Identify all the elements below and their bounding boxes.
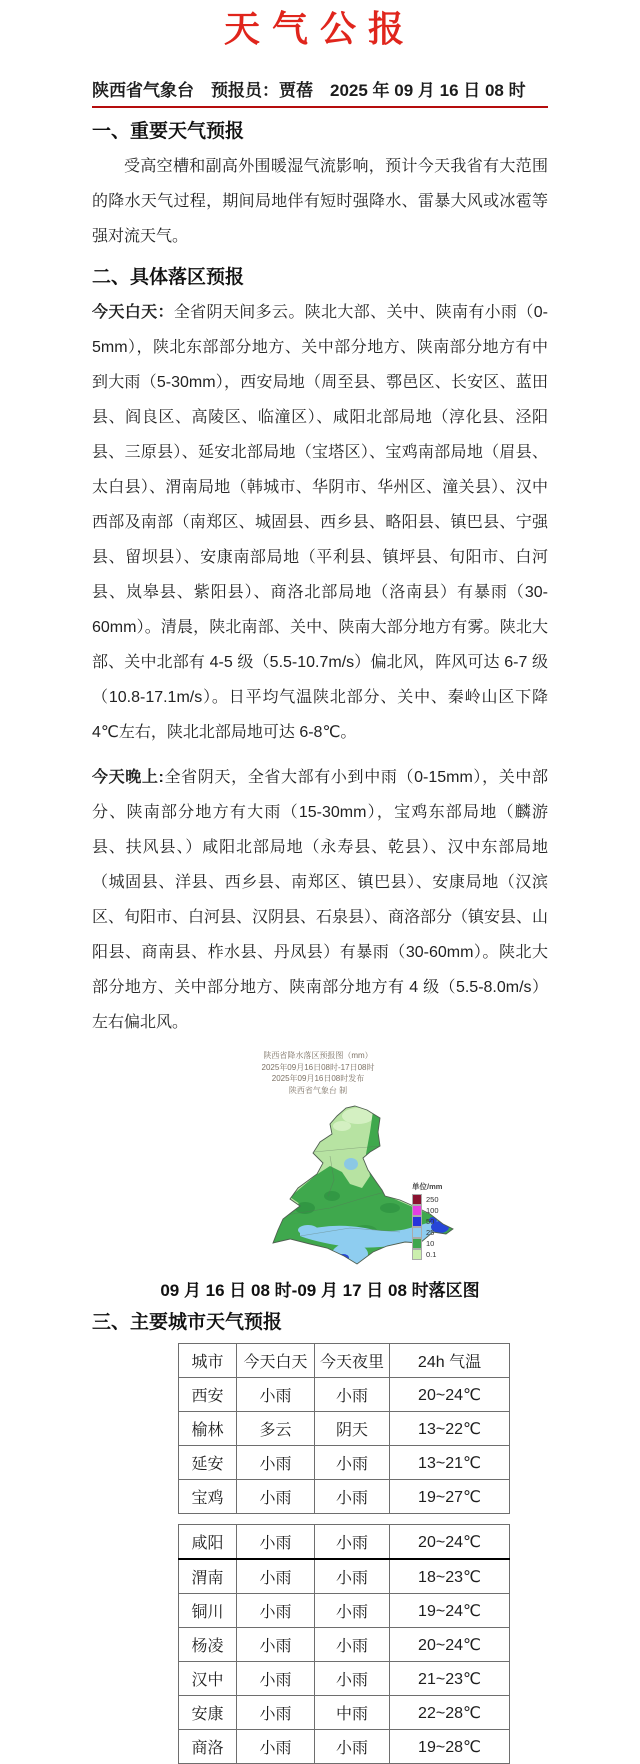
- night-text: 全省阴天，全省大部有小到中雨（0-15mm），关中部分、陕南部分地方有大雨（15-30mm），宝鸡东部局地（麟游县、扶风县、）咸阳北部局地（永寿县、乾县）、汉中东部局地（城固县、洋县、西乡县、南郑区、镇巴县）、安康局地（汉滨区、旬阳市、白河县、汉阴县、石泉县）、商洛部分（镇安县、山阳县、商南县、柞水县、丹凤县）有暴雨（30-60mm）。陕北大部分地方、关中部分地方、陕南部分地方有 4 级（5.5-8.0m/s）左右偏北风。: [92, 769, 549, 1031]
- table-cell: 小雨: [237, 1559, 315, 1594]
- table-cell: 小雨: [237, 1594, 315, 1628]
- shaanxi-precip-map: [270, 1096, 480, 1271]
- map-title-line2: 2025年09月16日08时-17日08时: [261, 1062, 375, 1072]
- table-row: [179, 1378, 510, 1412]
- map-caption: 09 月 16 日 08 时-09 月 17 日 08 时落区图: [160, 1281, 480, 1300]
- table-header-cell: 今天夜里: [315, 1344, 390, 1378]
- table-cell: 小雨: [237, 1696, 315, 1730]
- section3-heading: 三、主要城市天气预报: [92, 1312, 283, 1333]
- section2-night-paragraph: [92, 760, 548, 1040]
- table-cell: 19~27℃: [390, 1480, 510, 1514]
- table-cell: 小雨: [315, 1559, 390, 1594]
- table-cell: 20~24℃: [390, 1525, 510, 1560]
- table-cell: 20~24℃: [390, 1378, 510, 1412]
- legend-swatch: [412, 1205, 422, 1216]
- table-cell: 小雨: [237, 1480, 315, 1514]
- table-cell: 铜川: [179, 1594, 237, 1628]
- table-cell: 榆林: [179, 1412, 237, 1446]
- legend-item: [412, 1227, 442, 1238]
- table-cell: 19~28℃: [390, 1730, 510, 1764]
- table-cell: 13~22℃: [390, 1412, 510, 1446]
- table-cell: 小雨: [315, 1446, 390, 1480]
- table-cell: 咸阳: [179, 1525, 237, 1560]
- table-cell: 小雨: [315, 1525, 390, 1560]
- city-weather-table-top: [178, 1343, 510, 1514]
- table-cell: 小雨: [237, 1525, 315, 1560]
- table-cell: 延安: [179, 1446, 237, 1480]
- legend-item: [412, 1205, 442, 1216]
- table-row: [179, 1559, 510, 1594]
- legend-swatch: [412, 1216, 422, 1227]
- table-row: [179, 1480, 510, 1514]
- table-cell: 小雨: [315, 1628, 390, 1662]
- table-cell: 小雨: [237, 1446, 315, 1480]
- table-header-row: [179, 1344, 510, 1378]
- table-cell: 西安: [179, 1378, 237, 1412]
- section2-day-paragraph: [92, 295, 548, 750]
- table-cell: 多云: [237, 1412, 315, 1446]
- table-cell: 小雨: [315, 1378, 390, 1412]
- section1-paragraph: 受高空槽和副高外围暖湿气流影响，预计今天我省有大范围的降水天气过程，期间局地伴有短时强降水、雷暴大风或冰雹等强对流天气。: [92, 158, 548, 245]
- table-cell: 13~21℃: [390, 1446, 510, 1480]
- table-cell: 19~24℃: [390, 1594, 510, 1628]
- bulletin-meta-line: 陕西省气象台 预报员：贾蓓 2025 年 09 月 16 日 08 时: [92, 76, 548, 108]
- table-cell: 阴天: [315, 1412, 390, 1446]
- table-cell: 中雨: [315, 1696, 390, 1730]
- table-cell: 小雨: [237, 1628, 315, 1662]
- table-row: [179, 1628, 510, 1662]
- map-title-line1: 陕西省降水落区预报图（mm）: [263, 1051, 373, 1060]
- day-text: 全省阴天间多云。陕北大部、关中、陕南有小雨（0-5mm），陕北东部部分地方、关中部分地方、陕南部分地方有中到大雨（5-30mm），西安局地（周至县、鄠邑区、长安区、蓝田县、阎良区、高陵区、临潼区）、咸阳北部局地（淳化县、泾阳县、三原县）、延安北部局地（宝塔区）、宝鸡南部局地（眉县、太白县）、渭南局地（韩城市、华阴市、华州区、潼关县）、汉中西部及南部（南郑区、城固县、西乡县、略阳县、镇巴县、宁强县、留坝县）、安康南部局地（平利县、镇坪县、旬阳市、白河县、岚皋县、紫阳县）、商洛北部局地（洛南县）有暴雨（30-60mm）。清晨，陕北南部、关中、陕南大部分地方有雾。陕北大部、关中北部有 4-5 级（5.5-10.7m/s）偏北风，阵风可达 6-7 级（10.8-17.1m/s）。日平均气温陕北部分、关中、秦岭山区下降 4℃左右，陕北北部局地可达 6-8℃。: [92, 304, 548, 741]
- table-row: [179, 1594, 510, 1628]
- section2-heading: 二、具体落区预报: [92, 267, 245, 288]
- legend-swatch: [412, 1249, 422, 1260]
- table-row: [179, 1525, 510, 1560]
- table-cell: 小雨: [315, 1730, 390, 1764]
- table-cell: 小雨: [237, 1378, 315, 1412]
- table-cell: 宝鸡: [179, 1480, 237, 1514]
- map-title-line3: 2025年09月16日08时发布: [271, 1074, 365, 1083]
- legend-swatch: [412, 1227, 422, 1238]
- table-cell: 汉中: [179, 1662, 237, 1696]
- night-lead: 今天晚上:: [92, 769, 164, 786]
- section1-heading: 一、重要天气预报: [92, 121, 245, 142]
- table-cell: 小雨: [315, 1662, 390, 1696]
- table-cell: 小雨: [315, 1480, 390, 1514]
- table-row: [179, 1662, 510, 1696]
- map-title-line4: 陕西省气象台 制: [288, 1085, 348, 1095]
- table-cell: 渭南: [179, 1559, 237, 1594]
- table-gap: [92, 1514, 548, 1524]
- precip-map-figure: [92, 1048, 548, 1273]
- table-cell: 小雨: [237, 1662, 315, 1696]
- table-header-cell: 今天白天: [237, 1344, 315, 1378]
- table-cell: 18~23℃: [390, 1559, 510, 1594]
- legend-item: [412, 1249, 442, 1260]
- table-row: [179, 1730, 510, 1764]
- table-cell: 21~23℃: [390, 1662, 510, 1696]
- legend-item: [412, 1238, 442, 1249]
- legend-item: [412, 1194, 442, 1205]
- legend-item: [412, 1216, 442, 1227]
- table-header-cell: 24h 气温: [390, 1344, 510, 1378]
- table-header-cell: 城市: [179, 1344, 237, 1378]
- weather-bulletin-page: [0, 6, 640, 1757]
- table-cell: 安康: [179, 1696, 237, 1730]
- table-cell: 20~24℃: [390, 1628, 510, 1662]
- table-cell: 商洛: [179, 1730, 237, 1764]
- legend-label: 100: [426, 1206, 439, 1215]
- legend-swatch: [412, 1238, 422, 1249]
- table-row: [179, 1446, 510, 1480]
- table-cell: 杨凌: [179, 1628, 237, 1662]
- day-lead: 今天白天：: [92, 304, 174, 321]
- legend-label: 25: [426, 1228, 435, 1237]
- legend-label: 10: [426, 1239, 435, 1248]
- table-cell: 小雨: [237, 1730, 315, 1764]
- legend-title: 单位/mm: [412, 1182, 443, 1191]
- table-row: [179, 1412, 510, 1446]
- legend-swatch: [412, 1194, 422, 1205]
- legend-items: [412, 1194, 442, 1260]
- table-row: [179, 1696, 510, 1730]
- map-legend: [412, 1181, 442, 1260]
- city-weather-table-bottom: [178, 1524, 510, 1764]
- map-title-block: [212, 1050, 424, 1096]
- legend-label: 50: [426, 1217, 435, 1226]
- page-title: 天气公报: [223, 8, 416, 49]
- legend-label: 250: [426, 1195, 439, 1204]
- legend-label: 0.1: [426, 1250, 437, 1259]
- table-cell: 小雨: [315, 1594, 390, 1628]
- table-cell: 22~28℃: [390, 1696, 510, 1730]
